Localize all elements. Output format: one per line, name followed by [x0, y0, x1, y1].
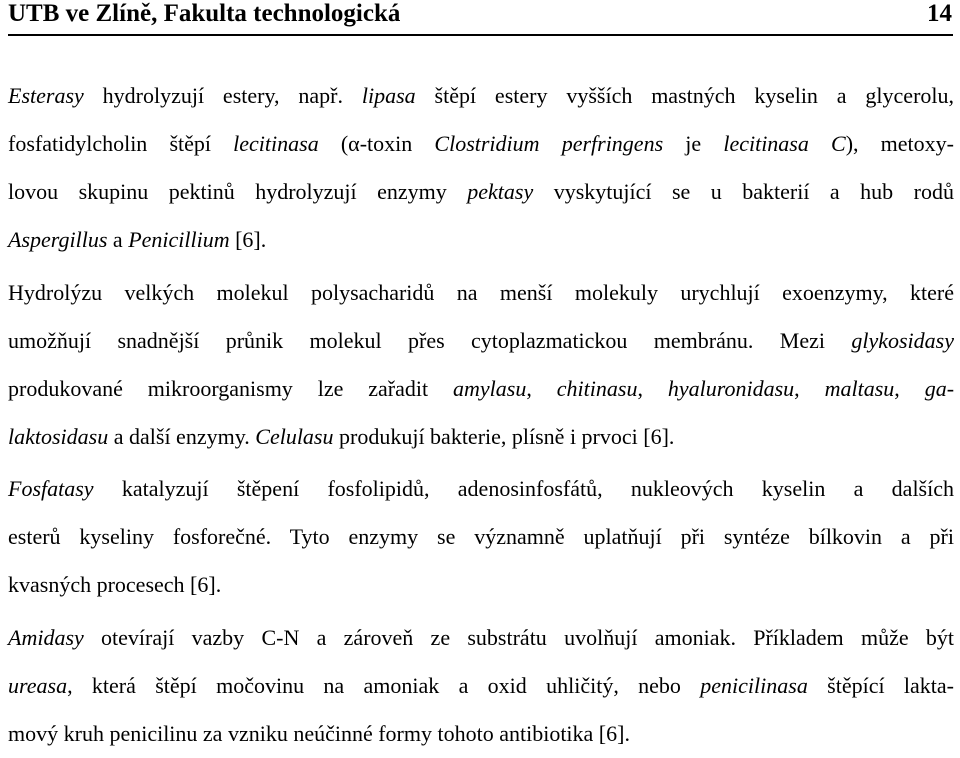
italic-term: hyaluronidasu: [667, 376, 795, 401]
text-run: ,: [894, 376, 925, 401]
text-run: produkují bakterie, plísně i prvoci [6].: [333, 424, 675, 449]
italic-term: amylasu: [453, 376, 527, 401]
text-run: a: [107, 227, 129, 252]
page-number: 14: [927, 0, 952, 27]
text-run: ), metoxy-: [845, 131, 954, 156]
text-line: [8, 269, 954, 317]
text-run: kvasných procesech [6].: [8, 572, 222, 597]
text-run: je: [663, 131, 724, 156]
text-line: [8, 72, 954, 120]
header-title: UTB ve Zlíně, Fakulta technologická: [8, 0, 401, 27]
italic-term: Amidasy: [8, 625, 84, 650]
text-run: esterů kyseliny fosforečné. Tyto enzymy se významně uplatňují při syntéze bílkovin a při: [8, 524, 954, 549]
paragraph-esterasy: [8, 72, 954, 264]
text-run: lovou skupinu pektinů hydrolyzují enzymy: [8, 179, 468, 204]
text-line: [8, 513, 954, 561]
text-run: umožňují snadnější průnik molekul přes cytoplazmatickou membránu. Mezi: [8, 328, 852, 353]
text-run: vyskytující se u bakterií a hub rodů: [533, 179, 954, 204]
italic-term: chitinasu: [556, 376, 638, 401]
text-line: [8, 216, 954, 264]
page-header: [8, 0, 952, 30]
text-line: [8, 120, 954, 168]
text-run: ,: [637, 376, 668, 401]
paragraph-fosfatasy: [8, 465, 954, 609]
italic-term: laktosidasu: [8, 424, 109, 449]
text-line: [8, 710, 954, 758]
text-run: hydrolyzují estery, např.: [83, 83, 362, 108]
italic-term: penicilinasa: [700, 673, 808, 698]
text-run: ,: [794, 376, 825, 401]
text-line: [8, 168, 954, 216]
italic-term: Penicillium: [128, 227, 230, 252]
text-line: [8, 465, 954, 513]
text-line: [8, 365, 954, 413]
text-line: [8, 614, 954, 662]
text-line: [8, 662, 954, 710]
text-run: , která štěpí močovinu na amoniak a oxid uhličitý, nebo: [67, 673, 701, 698]
italic-term: lipasa: [361, 83, 416, 108]
italic-term: Aspergillus: [8, 227, 108, 252]
paragraph-amidasy: [8, 614, 954, 758]
paragraph-hydrolyza: [8, 269, 954, 461]
italic-term: ureasa: [8, 673, 68, 698]
text-run: štěpí estery vyšších mastných kyselin a glycerolu,: [415, 83, 955, 108]
text-run: fosfatidylcholin štěpí: [8, 131, 234, 156]
text-run: (α-toxin: [318, 131, 435, 156]
italic-term: Celulasu: [255, 424, 334, 449]
text-run: produkované mikroorganismy lze zařadit: [8, 376, 454, 401]
text-run: Hydrolýzu velkých molekul polysacharidů na menší molekuly urychlují exoenzymy, které: [8, 280, 954, 305]
italic-term: lecitinasa C: [723, 131, 846, 156]
text-run: štěpící lakta-: [807, 673, 954, 698]
italic-term: pektasy: [467, 179, 534, 204]
italic-term: glykosidasy: [851, 328, 954, 353]
text-run: mový kruh penicilinu za vzniku neúčinné formy tohoto antibiotika [6].: [8, 721, 630, 746]
text-run: [6].: [229, 227, 267, 252]
text-run: otevírají vazby C-N a zároveň ze substrátu uvolňují amoniak. Příkladem může být: [83, 625, 954, 650]
text-run: ,: [526, 376, 557, 401]
italic-term: Fosfatasy: [8, 476, 94, 501]
text-line: [8, 317, 954, 365]
italic-term: Esterasy: [8, 83, 84, 108]
header-rule: [8, 34, 953, 36]
text-line: [8, 561, 954, 609]
italic-term: maltasu: [824, 376, 895, 401]
italic-term: Clostridium perfringens: [434, 131, 664, 156]
text-run: a další enzymy.: [108, 424, 256, 449]
italic-term: lecitinasa: [233, 131, 319, 156]
italic-term: ga-: [924, 376, 955, 401]
text-run: katalyzují štěpení fosfolipidů, adenosinfosfátů, nukleových kyselin a dalších: [93, 476, 954, 501]
text-line: [8, 413, 954, 461]
